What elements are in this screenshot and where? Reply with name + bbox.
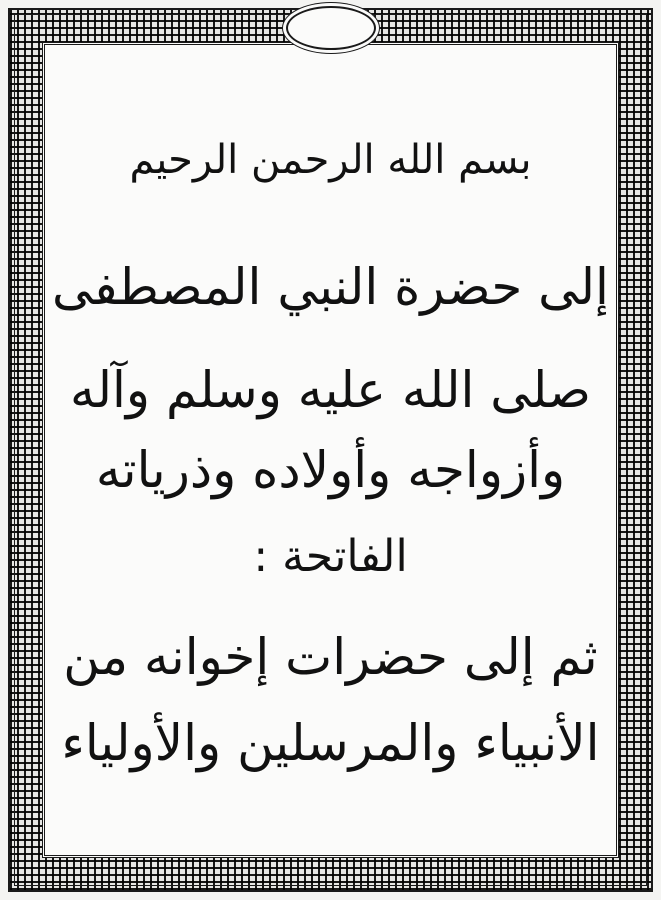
text-line-2: صلى الله عليه وسلم وآله — [70, 361, 591, 419]
text-line-6: الأنبياء والمرسلين والأولياء — [61, 714, 600, 772]
text-line-3: وأزواجه وأولاده وذرياته — [95, 441, 566, 499]
top-cartouche-ornament — [286, 6, 376, 50]
text-line-1: إلى حضرة النبي المصطفى — [52, 258, 609, 316]
basmala-heading: بسم الله الرحمن الرحيم — [129, 137, 532, 183]
text-line-5: ثم إلى حضرات إخوانه من — [63, 628, 598, 686]
text-line-4: الفاتحة : — [253, 531, 408, 582]
